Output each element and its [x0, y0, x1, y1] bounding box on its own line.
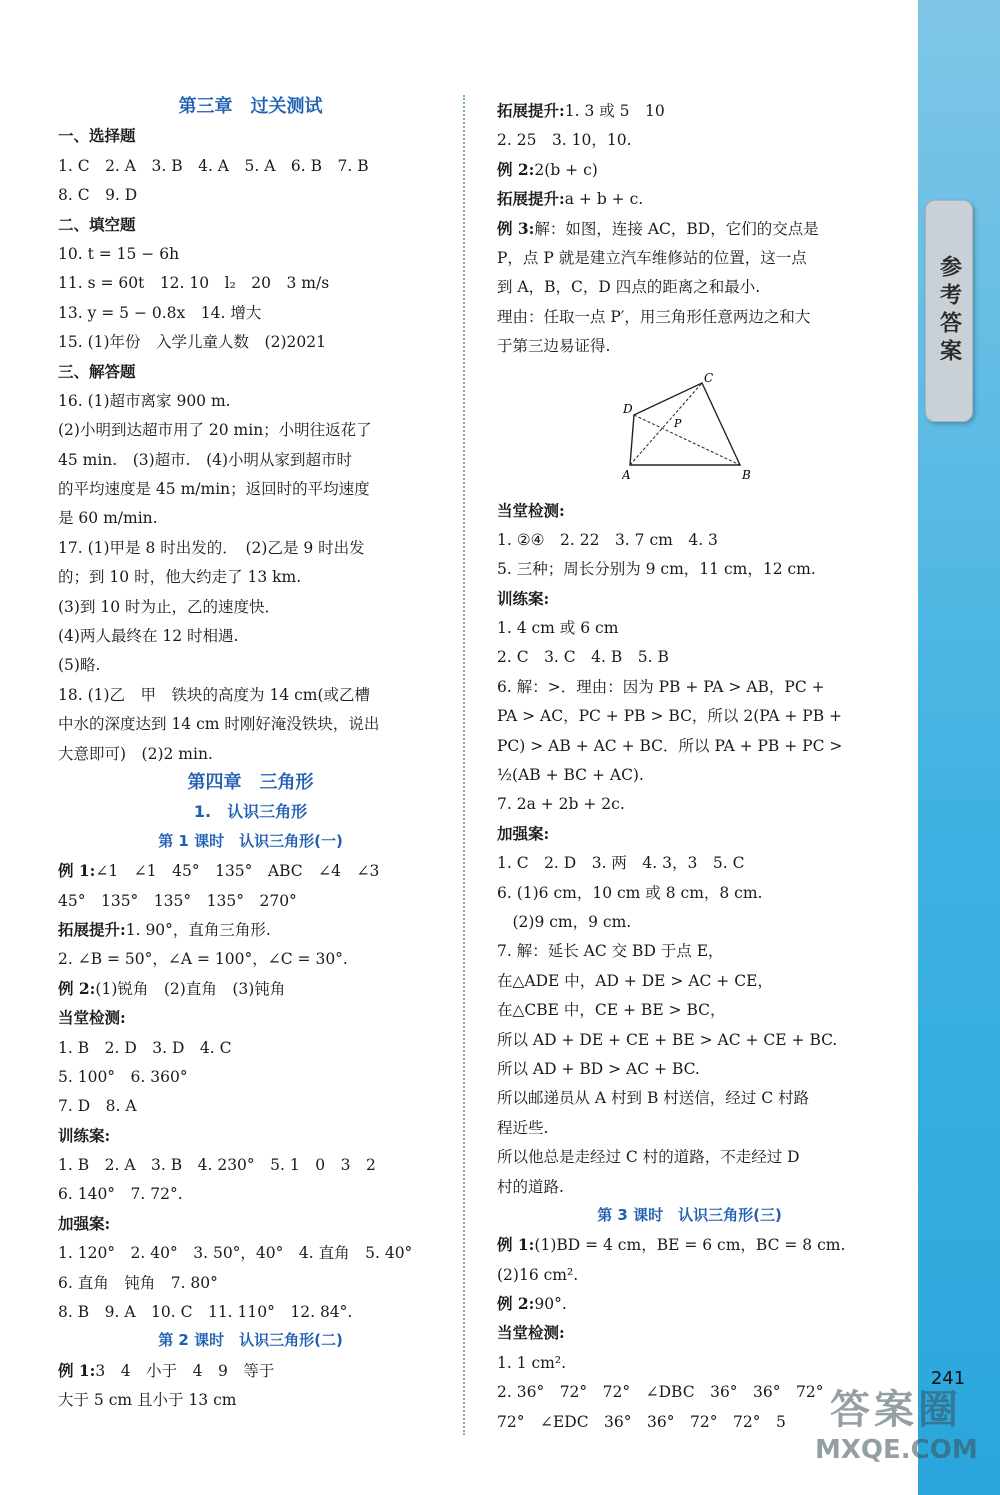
answer-text: 解：如图，连接 AC，BD，它们的交点是: [534, 219, 819, 238]
answer-line: [58, 1121, 443, 1150]
answer-line: [497, 272, 882, 301]
answer-line: [58, 886, 443, 915]
answer-text: 在△CBE 中，CE + BE > BC，: [497, 1001, 726, 1020]
answer-line: [497, 907, 882, 936]
answer-line: [58, 210, 443, 239]
answer-line: [58, 474, 443, 503]
answer-text: 1. 3 或 5 10: [564, 102, 665, 120]
answer-lead: 例 1:: [497, 1235, 535, 1255]
answer-text: 大意即可) (2)2 min.: [58, 744, 213, 763]
answer-line: [497, 1142, 882, 1171]
section-heading: 1. 认识三角形: [193, 802, 308, 822]
answer-line: [58, 503, 443, 532]
answer-text: 1. B 2. D 3. D 4. C: [58, 1038, 232, 1057]
answer-line: [497, 848, 882, 877]
answer-line: [497, 731, 882, 760]
answer-line: [497, 760, 882, 789]
answer-lead: 三、解答题: [58, 361, 136, 381]
answer-text: 程近些.: [497, 1118, 549, 1137]
answer-line: [58, 1091, 443, 1120]
answer-line: [497, 1113, 882, 1142]
answer-text: 1. 90°，直角三角形.: [125, 920, 271, 939]
answer-text: 18. (1)乙 甲 铁块的高度为 14 cm(或乙槽: [58, 685, 371, 704]
answer-line: [497, 966, 882, 995]
answer-text: (5)略.: [58, 656, 101, 675]
answer-lead: 例 1:: [58, 1360, 96, 1380]
answer-text: 1. 120° 2. 40° 3. 50°，40° 4. 直角 5. 40°: [58, 1244, 413, 1263]
section-heading: 第三章 过关测试: [178, 96, 323, 117]
reference-answers-tab: [925, 200, 973, 422]
answer-text: 11. s = 60t 12. 10 l₂ 20 3 m/s: [58, 274, 330, 293]
answer-line: [497, 642, 882, 671]
answer-line: [58, 915, 443, 944]
answer-line: [58, 180, 443, 209]
answer-text: 的；到 10 时，他大约走了 13 km.: [58, 568, 302, 587]
answer-lead: 例 3:: [497, 218, 535, 238]
answer-text: (4)两人最终在 12 时相遇.: [58, 627, 239, 646]
answer-text: 5. 100° 6. 360°: [58, 1067, 188, 1086]
answer-line: [497, 96, 882, 125]
answer-text: 7. D 8. A: [58, 1097, 137, 1116]
answer-lead: 拓展提升:: [497, 101, 565, 120]
answer-line: [497, 184, 882, 213]
answer-text: (1)锐角 (2)直角 (3)钝角: [95, 979, 286, 998]
answer-lead: 当堂检测:: [497, 1323, 565, 1343]
answer-text: 6. 140° 7. 72°.: [58, 1185, 183, 1204]
answer-line: [497, 155, 882, 184]
column-divider: [463, 95, 465, 1435]
side-tab-label: 参考答案: [936, 255, 962, 367]
answer-line: [58, 1033, 443, 1062]
answer-lead: 例 2:: [497, 159, 535, 179]
label-c: C: [704, 373, 714, 386]
answer-line: [58, 1238, 443, 1267]
answer-text: 8. B 9. A 10. C 11. 110° 12. 84°.: [58, 1303, 353, 1322]
answer-line: [497, 701, 882, 730]
answer-text: 15. (1)年份 入学儿童人数 (2)2021: [58, 333, 326, 352]
answer-text: 所以 AD + BD > AC + BC.: [497, 1059, 700, 1078]
answer-text: 10. t = 15 − 6h: [58, 244, 180, 263]
answer-line: [58, 1179, 443, 1208]
right-column: [497, 96, 882, 1436]
answer-text: 所以他总是走经过 C 村的道路，不走经过 D: [497, 1148, 800, 1167]
diagonal-bd: [634, 415, 740, 465]
answer-line: [58, 1268, 443, 1297]
answer-line: [58, 856, 443, 885]
answer-text: 8. C 9. D: [58, 186, 138, 205]
left-column: [58, 92, 443, 1415]
answer-text: 7. 2a + 2b + 2c.: [497, 795, 625, 814]
answer-line: [497, 789, 882, 818]
answer-line: [58, 327, 443, 356]
answer-text: 1. C 2. A 3. B 4. A 5. A 6. B 7. B: [58, 156, 369, 175]
answer-text: 6. 直角 钝角 7. 80°: [58, 1273, 218, 1292]
answer-lead: 训练案:: [58, 1125, 111, 1145]
answer-line: [497, 214, 882, 243]
quadrilateral-diagram: [622, 373, 757, 483]
answer-text: 6. 解：>．理由：因为 PB + PA > AB，PC +: [497, 677, 825, 696]
answer-text: PC) > AB + AC + BC．所以 PA + PB + PC >: [497, 736, 843, 755]
label-b: B: [742, 468, 751, 483]
page-number: 241: [930, 1368, 966, 1389]
label-a: A: [622, 468, 631, 483]
answer-text: ∠1 ∠1 45° 135° ABC ∠4 ∠3: [95, 862, 380, 881]
answer-text: 2. ∠B = 50°，∠A = 100°，∠C = 30°.: [58, 950, 348, 969]
answer-text: 13. y = 5 − 0.8x 14. 增大: [58, 303, 262, 322]
answer-line: [58, 592, 443, 621]
answer-line: [497, 331, 882, 360]
answer-text: 45 min. (3)超市. (4)小明从家到超市时: [58, 450, 353, 469]
answer-line: [497, 613, 882, 642]
answer-line: [58, 415, 443, 444]
answer-line: [497, 1083, 882, 1112]
answer-line: [497, 936, 882, 965]
answer-line: [497, 525, 882, 554]
answer-lead: 加强案:: [58, 1213, 111, 1233]
answer-text: 中水的深度达到 14 cm 时刚好淹没铁块，说出: [58, 715, 380, 734]
answer-text: 于第三边易证得.: [497, 337, 611, 356]
watermark-url: MXQE.COM: [815, 1435, 978, 1465]
answer-lead: 训练案:: [497, 588, 550, 608]
answer-line: [497, 1318, 882, 1347]
watermark-logo-text: 答案圈: [830, 1387, 962, 1433]
answer-lead: 例 2:: [58, 978, 96, 998]
answer-line: [58, 357, 443, 386]
quadrilateral-figure: [497, 361, 882, 496]
answer-text: 17. (1)甲是 8 时出发的． (2)乙是 9 时出发: [58, 538, 365, 557]
answer-line: [58, 533, 443, 562]
answer-line: [58, 151, 443, 180]
answer-text: 45° 135° 135° 135° 270°: [58, 891, 297, 910]
answer-line: [58, 709, 443, 738]
label-p: P: [674, 417, 682, 431]
answer-text: 是 60 m/min.: [58, 509, 158, 528]
answer-text: (1)BD = 4 cm，BE = 6 cm，BC = 8 cm.: [534, 1236, 846, 1255]
answer-lead: 当堂检测:: [497, 500, 565, 520]
answer-text: (2)9 cm，9 cm.: [497, 912, 632, 931]
answer-text: P，点 P 就是建立汽车维修站的位置，这一点: [497, 248, 807, 267]
answer-line: [497, 1407, 882, 1436]
answer-line: [497, 496, 882, 525]
answer-text: 所以邮递员从 A 村到 B 村送信，经过 C 村路: [497, 1089, 810, 1108]
answer-text: 7. 解：延长 AC 交 BD 于点 E，: [497, 942, 724, 961]
section-heading: 第四章 三角形: [187, 771, 314, 793]
answer-line: [58, 121, 443, 150]
answer-lead: 拓展提升:: [58, 919, 126, 939]
quadrilateral-abcd: [630, 383, 740, 465]
answer-line: [58, 298, 443, 327]
answer-line: [497, 1377, 882, 1406]
answer-text: 3 4 小于 4 9 等于: [95, 1361, 275, 1380]
answer-text: PA > AC，PC + PB > BC，所以 2(PA + PB +: [497, 707, 843, 726]
answer-line: [497, 1025, 882, 1054]
answer-line: [58, 739, 443, 768]
answer-text: 村的道路.: [497, 1177, 564, 1196]
answer-line: [497, 554, 882, 583]
answer-line: [58, 562, 443, 591]
answer-text: 90°.: [534, 1295, 567, 1314]
answer-text: 所以 AD + DE + CE + BE > AC + CE + BC.: [497, 1030, 838, 1049]
answer-text: 72° ∠EDC 36° 36° 72° 72° 5: [497, 1412, 786, 1431]
answer-line: [497, 878, 882, 907]
answer-text: 大于 5 cm 且小于 13 cm: [58, 1391, 237, 1410]
answer-line: [58, 386, 443, 415]
answer-text: 到 A，B，C，D 四点的距离之和最小.: [497, 278, 761, 297]
answer-text: 2(b + c): [534, 160, 598, 179]
answer-line: [497, 1260, 882, 1289]
answer-text: (2)16 cm².: [497, 1265, 579, 1284]
answer-text: 在△ADE 中，AD + DE > AC + CE，: [497, 971, 773, 990]
answer-line: [58, 1062, 443, 1091]
answer-line: [497, 302, 882, 331]
answer-line: [497, 1289, 882, 1318]
answer-lead: 加强案:: [497, 823, 550, 843]
answer-line: [58, 1209, 443, 1238]
answer-text: 5. 三种；周长分别为 9 cm，11 cm，12 cm.: [497, 560, 816, 579]
answer-lead: 例 1:: [58, 861, 96, 881]
answer-line: [497, 819, 882, 848]
answer-text: (3)到 10 时为止，乙的速度快．: [58, 597, 281, 616]
answer-line: [58, 680, 443, 709]
answer-text: 1. C 2. D 3. 两 4. 3，3 5. C: [497, 854, 745, 873]
answer-line: [58, 1297, 443, 1326]
answer-line: [497, 995, 882, 1024]
answer-line: [497, 243, 882, 272]
answer-lead: 例 2:: [497, 1294, 535, 1314]
answer-text: (2)小明到达超市用了 20 min；小明往返花了: [58, 421, 372, 440]
label-d: D: [623, 402, 633, 417]
answer-line: [58, 1385, 443, 1414]
answer-line: [497, 1172, 882, 1201]
answer-line: [58, 268, 443, 297]
answer-line: [58, 944, 443, 973]
answer-line: [58, 621, 443, 650]
section-heading: 第 2 课时 认识三角形(二): [158, 1331, 343, 1350]
section-heading: 第 1 课时 认识三角形(一): [158, 831, 343, 850]
answer-line: [58, 650, 443, 679]
answer-text: 2. C 3. C 4. B 5. B: [497, 648, 669, 667]
answer-text: 理由：任取一点 P′，用三角形任意两边之和大: [497, 307, 811, 326]
answer-line: [58, 1356, 443, 1385]
answer-line: [58, 445, 443, 474]
answer-text: a + b + c.: [564, 190, 644, 209]
answer-text: 1. 1 cm².: [497, 1353, 567, 1372]
answer-line: [497, 125, 882, 154]
answer-text: 的平均速度是 45 m/min；返回时的平均速度: [58, 480, 370, 499]
answer-text: 2. 25 3. 10，10.: [497, 131, 632, 150]
answer-lead: 二、填空题: [58, 214, 136, 234]
answer-lead: 当堂检测:: [58, 1008, 126, 1028]
answer-line: [497, 672, 882, 701]
answer-line: [497, 1230, 882, 1259]
answer-lead: 一、选择题: [58, 126, 136, 146]
answer-line: [58, 1003, 443, 1032]
answer-text: 16. (1)超市离家 900 m.: [58, 391, 231, 410]
answer-text: ½(AB + BC + AC).: [497, 766, 644, 785]
answer-line: [497, 584, 882, 613]
answer-text: 1. B 2. A 3. B 4. 230° 5. 1 0 3 2: [58, 1156, 376, 1175]
answer-lead: 拓展提升:: [497, 189, 565, 209]
section-heading: 第 3 课时 认识三角形(三): [597, 1205, 782, 1224]
answer-line: [497, 1054, 882, 1083]
answer-line: [58, 974, 443, 1003]
answer-text: 2. 36° 72° 72° ∠DBC 36° 36° 72°: [497, 1383, 824, 1402]
answer-line: [58, 239, 443, 268]
diagonal-ac: [630, 383, 702, 465]
answer-line: [497, 1348, 882, 1377]
answer-text: 1. 4 cm 或 6 cm: [497, 619, 619, 638]
answer-line: [58, 1150, 443, 1179]
answer-text: 1. ②④ 2. 22 3. 7 cm 4. 3: [497, 530, 718, 549]
answer-text: 6. (1)6 cm，10 cm 或 8 cm，8 cm.: [497, 883, 763, 902]
